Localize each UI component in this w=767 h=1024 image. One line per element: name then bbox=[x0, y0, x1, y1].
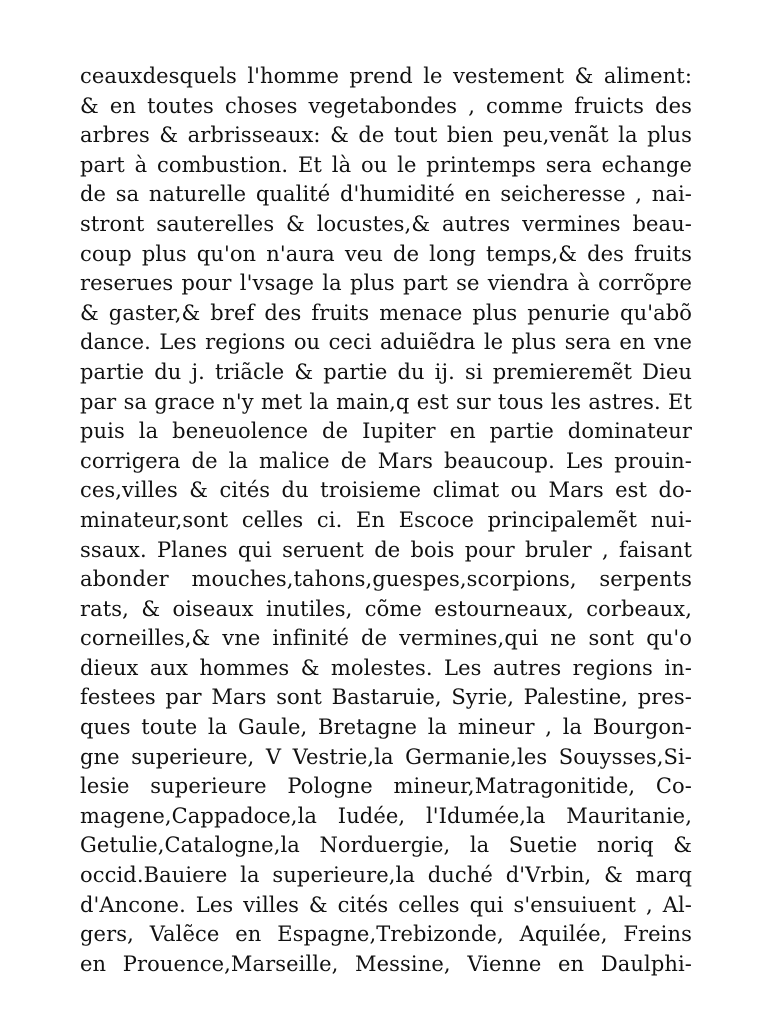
text-line: stront sauterelles & locustes,& autres vermines beau- bbox=[80, 211, 692, 236]
text-line: abonder mouches,tahons,guespes,scorpions, serpents bbox=[80, 567, 692, 592]
text-line: & en toutes choses vegetabondes , comme fruicts des bbox=[80, 93, 692, 118]
text-line: gne superieure, V Vestrie,la Germanie,les Souysses,Si- bbox=[80, 744, 692, 769]
text-line: ques toute la Gaule, Bretagne la mineur , la Bourgon- bbox=[80, 715, 692, 740]
body-text bbox=[80, 62, 692, 979]
text-line: gers, Valẽce en Espagne,Trebizonde, Aquilée, Freins bbox=[80, 922, 692, 947]
text-line: Getulie,Catalogne,la Norduergie, la Suetie noriq & bbox=[80, 833, 692, 858]
text-line: d'Ancone. Les villes & cités celles qui s'ensuiuent , Al- bbox=[80, 892, 692, 917]
text-line: part à combustion. Et là ou le printemps sera echange bbox=[80, 152, 692, 177]
text-line: festees par Mars sont Bastaruie, Syrie, Palestine, pres- bbox=[80, 685, 692, 710]
text-line: arbres & arbrisseaux: & de tout bien peu,venãt la plus bbox=[80, 123, 692, 148]
text-line: minateur,sont celles ci. En Escoce principalemẽt nui- bbox=[80, 507, 692, 532]
text-line: rats, & oiseaux inutiles, cõme estourneaux, corbeaux, bbox=[80, 596, 692, 621]
text-line: de sa naturelle qualité d'humidité en seicheresse , nai- bbox=[80, 182, 692, 207]
text-line: corrigera de la malice de Mars beaucoup. Les prouin- bbox=[80, 448, 692, 473]
text-line: occid.Bauiere la superieure,la duché d'Vrbin, & marq bbox=[80, 863, 692, 888]
text-line: dieux aux hommes & molestes. Les autres regions in- bbox=[80, 655, 692, 680]
text-line: lesie superieure Pologne mineur,Matragonitide, Co- bbox=[80, 774, 692, 799]
text-line: par sa grace n'y met la main,q est sur tous les astres. Et bbox=[80, 389, 692, 414]
text-line: ces,villes & cités du troisieme climat ou Mars est do- bbox=[80, 478, 692, 503]
text-line: ssaux. Planes qui seruent de bois pour bruler , faisant bbox=[80, 537, 692, 562]
text-line: corneilles,& vne infinité de vermines,qui ne sont qu'o bbox=[80, 626, 692, 651]
text-line: ceauxdesquels l'homme prend le vestement & aliment: bbox=[80, 64, 692, 88]
text-line: puis la beneuolence de Iupiter en partie dominateur bbox=[80, 419, 692, 444]
text-line: dance. Les regions ou ceci aduiẽdra le plus sera en vne bbox=[80, 330, 692, 355]
text-line: magene,Cappadoce,la Iudée, l'Idumée,la Mauritanie, bbox=[80, 803, 692, 828]
text-line: reserues pour l'vsage la plus part se viendra à corrõpre bbox=[80, 271, 692, 296]
text-line: coup plus qu'on n'aura veu de long temps,& des fruits bbox=[80, 241, 692, 266]
text-line: en Prouence,Marseille, Messine, Vienne en Daulphi- bbox=[80, 951, 692, 976]
text-line: partie du j. triãcle & partie du ij. si premieremẽt Dieu bbox=[80, 359, 692, 384]
text-line: & gaster,& bref des fruits menace plus penurie qu'abõ bbox=[80, 300, 692, 325]
